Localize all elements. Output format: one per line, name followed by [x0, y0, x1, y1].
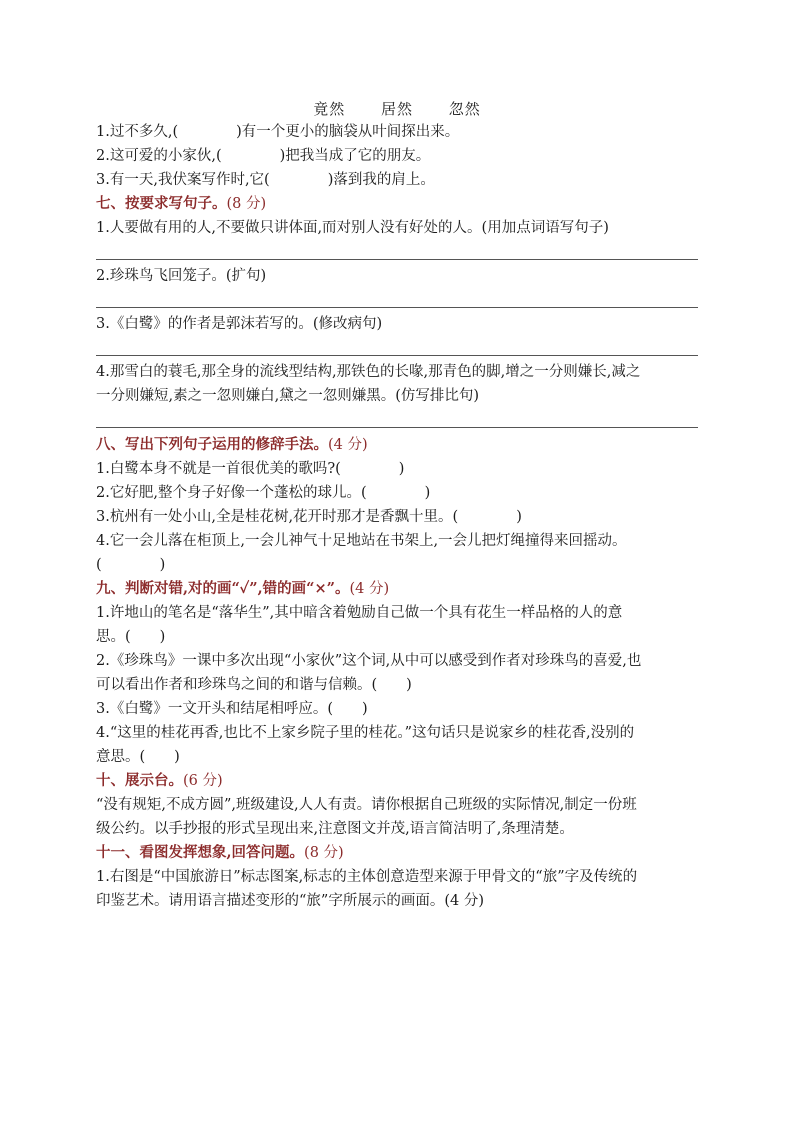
section-title: 八、写出下列句子运用的修辞手法。: [96, 436, 328, 453]
fill-item: [96, 169, 701, 191]
question-item: [96, 482, 701, 504]
word-bank-item: 居然: [380, 100, 413, 118]
section-heading: [96, 434, 368, 456]
question-item: [96, 722, 701, 744]
section-title: 十一、看图发挥想象,回答问题。: [96, 844, 305, 861]
word-bank-item: 忽然: [448, 100, 481, 118]
section-points: (8 分): [304, 845, 344, 861]
question-item: [96, 313, 701, 335]
question-item: [96, 265, 701, 287]
word-bank-item: 竟然: [313, 100, 346, 118]
item-text: .过不多久,( )有一个更小的脑袋从叶间探出来。: [105, 124, 460, 140]
question-item: [96, 506, 701, 528]
item-number: 2: [96, 268, 106, 284]
item-number: 4: [96, 725, 106, 741]
section-heading: [96, 578, 389, 600]
item-text: .它好肥,整个身子好像一个蓬松的球儿。( ): [105, 485, 431, 501]
item-number: 2: [96, 653, 106, 669]
item-number: 2: [96, 148, 106, 164]
question-item: [96, 650, 701, 672]
section-heading: [96, 842, 344, 864]
item-text: .这可爱的小家伙,( )把我当成了它的朋友。: [105, 148, 431, 164]
question-item-continuation: ( ): [96, 557, 166, 573]
section-points: (8 分): [226, 196, 267, 212]
item-text: .右图是“中国旅游日”标志图案,标志的主体创意造型来源于甲骨文的“旅”字及传统的: [105, 869, 638, 885]
question-item-continuation: 意思。( ): [96, 749, 180, 765]
section-points: (4 分): [328, 437, 368, 453]
prompt-text: 级公约。以手抄报的形式呈现出来,注意图文并茂,语言简洁明了,条理清楚。: [96, 821, 574, 837]
question-item-continuation: 印鉴艺术。请用语言描述变形的“旅”字所展示的画面。(4 分): [96, 893, 484, 909]
question-item: [96, 602, 701, 624]
item-number: 2: [96, 485, 106, 501]
answer-line[interactable]: [96, 307, 698, 308]
item-text: .那雪白的蓑毛,那全身的流线型结构,那铁色的长喙,那青色的脚,增之一分则嫌长,减之: [105, 364, 641, 380]
fill-item: [96, 121, 701, 143]
item-text: .杭州有一处小山,全是桂花树,花开时那才是香飘十里。( ): [105, 509, 522, 525]
section-title: 七、按要求写句子。: [96, 195, 227, 212]
answer-line[interactable]: [96, 427, 698, 428]
item-text: .白鹭本身不就是一首很优美的歌吗?( ): [105, 461, 405, 477]
question-item: [96, 530, 701, 552]
item-number: 1: [96, 605, 106, 621]
item-text: .《珍珠鸟》一课中多次出现“小家伙”这个词,从中可以感受到作者对珍珠鸟的喜爱,也: [105, 653, 642, 669]
item-number: 1: [96, 869, 106, 885]
question-item-continuation: 可以看出作者和珍珠鸟之间的和谐与信赖。( ): [96, 677, 412, 693]
item-number: 1: [96, 220, 106, 236]
item-text: .《白鹭》一文开头和结尾相呼应。( ): [105, 701, 368, 717]
item-number: 3: [96, 172, 106, 188]
item-number: 1: [96, 461, 106, 477]
item-text: .有一天,我伏案写作时,它( )落到我的肩上。: [105, 172, 435, 188]
section-title: 十、展示台。: [96, 772, 183, 789]
answer-line[interactable]: [96, 355, 698, 356]
item-text: .“这里的桂花再香,也比不上家乡院子里的桂花。”这句话只是说家乡的桂花香,没别的: [105, 725, 635, 741]
section-points: (4 分): [349, 581, 390, 597]
question-item-continuation: 一分则嫌短,素之一忽则嫌白,黛之一忽则嫌黑。(仿写排比句): [96, 388, 480, 404]
item-text: .许地山的笔名是“落华生”,其中暗含着勉励自己做一个具有花生一样品格的人的意: [105, 605, 623, 621]
section-points: (6 分): [183, 773, 223, 789]
item-number: 3: [96, 316, 106, 332]
item-number: 3: [96, 701, 106, 717]
item-number: 3: [96, 509, 106, 525]
question-item: [96, 698, 701, 720]
section-heading: [96, 193, 266, 215]
question-item: [96, 361, 701, 383]
item-text: .人要做有用的人,不要做只讲体面,而对别人没有好处的人。(用加点词语写句子): [105, 220, 609, 236]
item-number: 1: [96, 124, 106, 140]
question-item: [96, 458, 701, 480]
item-number: 4: [96, 364, 106, 380]
section-title: 九、判断对错,对的画“✓”,错的画“×”。: [96, 580, 350, 597]
answer-line[interactable]: [96, 259, 698, 260]
fill-item: [96, 145, 701, 167]
item-text: .珍珠鸟飞回笼子。(扩句): [105, 268, 267, 284]
item-text: .《白鹭》的作者是郭沫若写的。(修改病句): [105, 316, 383, 332]
section-heading: [96, 770, 223, 792]
item-text: .它一会儿落在柜顶上,一会儿神气十足地站在书架上,一会儿把灯绳撞得来回摇动。: [105, 533, 627, 549]
word-bank: [0, 98, 794, 119]
item-number: 4: [96, 533, 106, 549]
prompt-text: “没有规矩,不成方圆”,班级建设,人人有责。请你根据自己班级的实际情况,制定一份班: [96, 797, 637, 813]
question-item: [96, 217, 701, 239]
question-item: [96, 866, 701, 888]
question-item-continuation: 思。( ): [96, 629, 166, 645]
